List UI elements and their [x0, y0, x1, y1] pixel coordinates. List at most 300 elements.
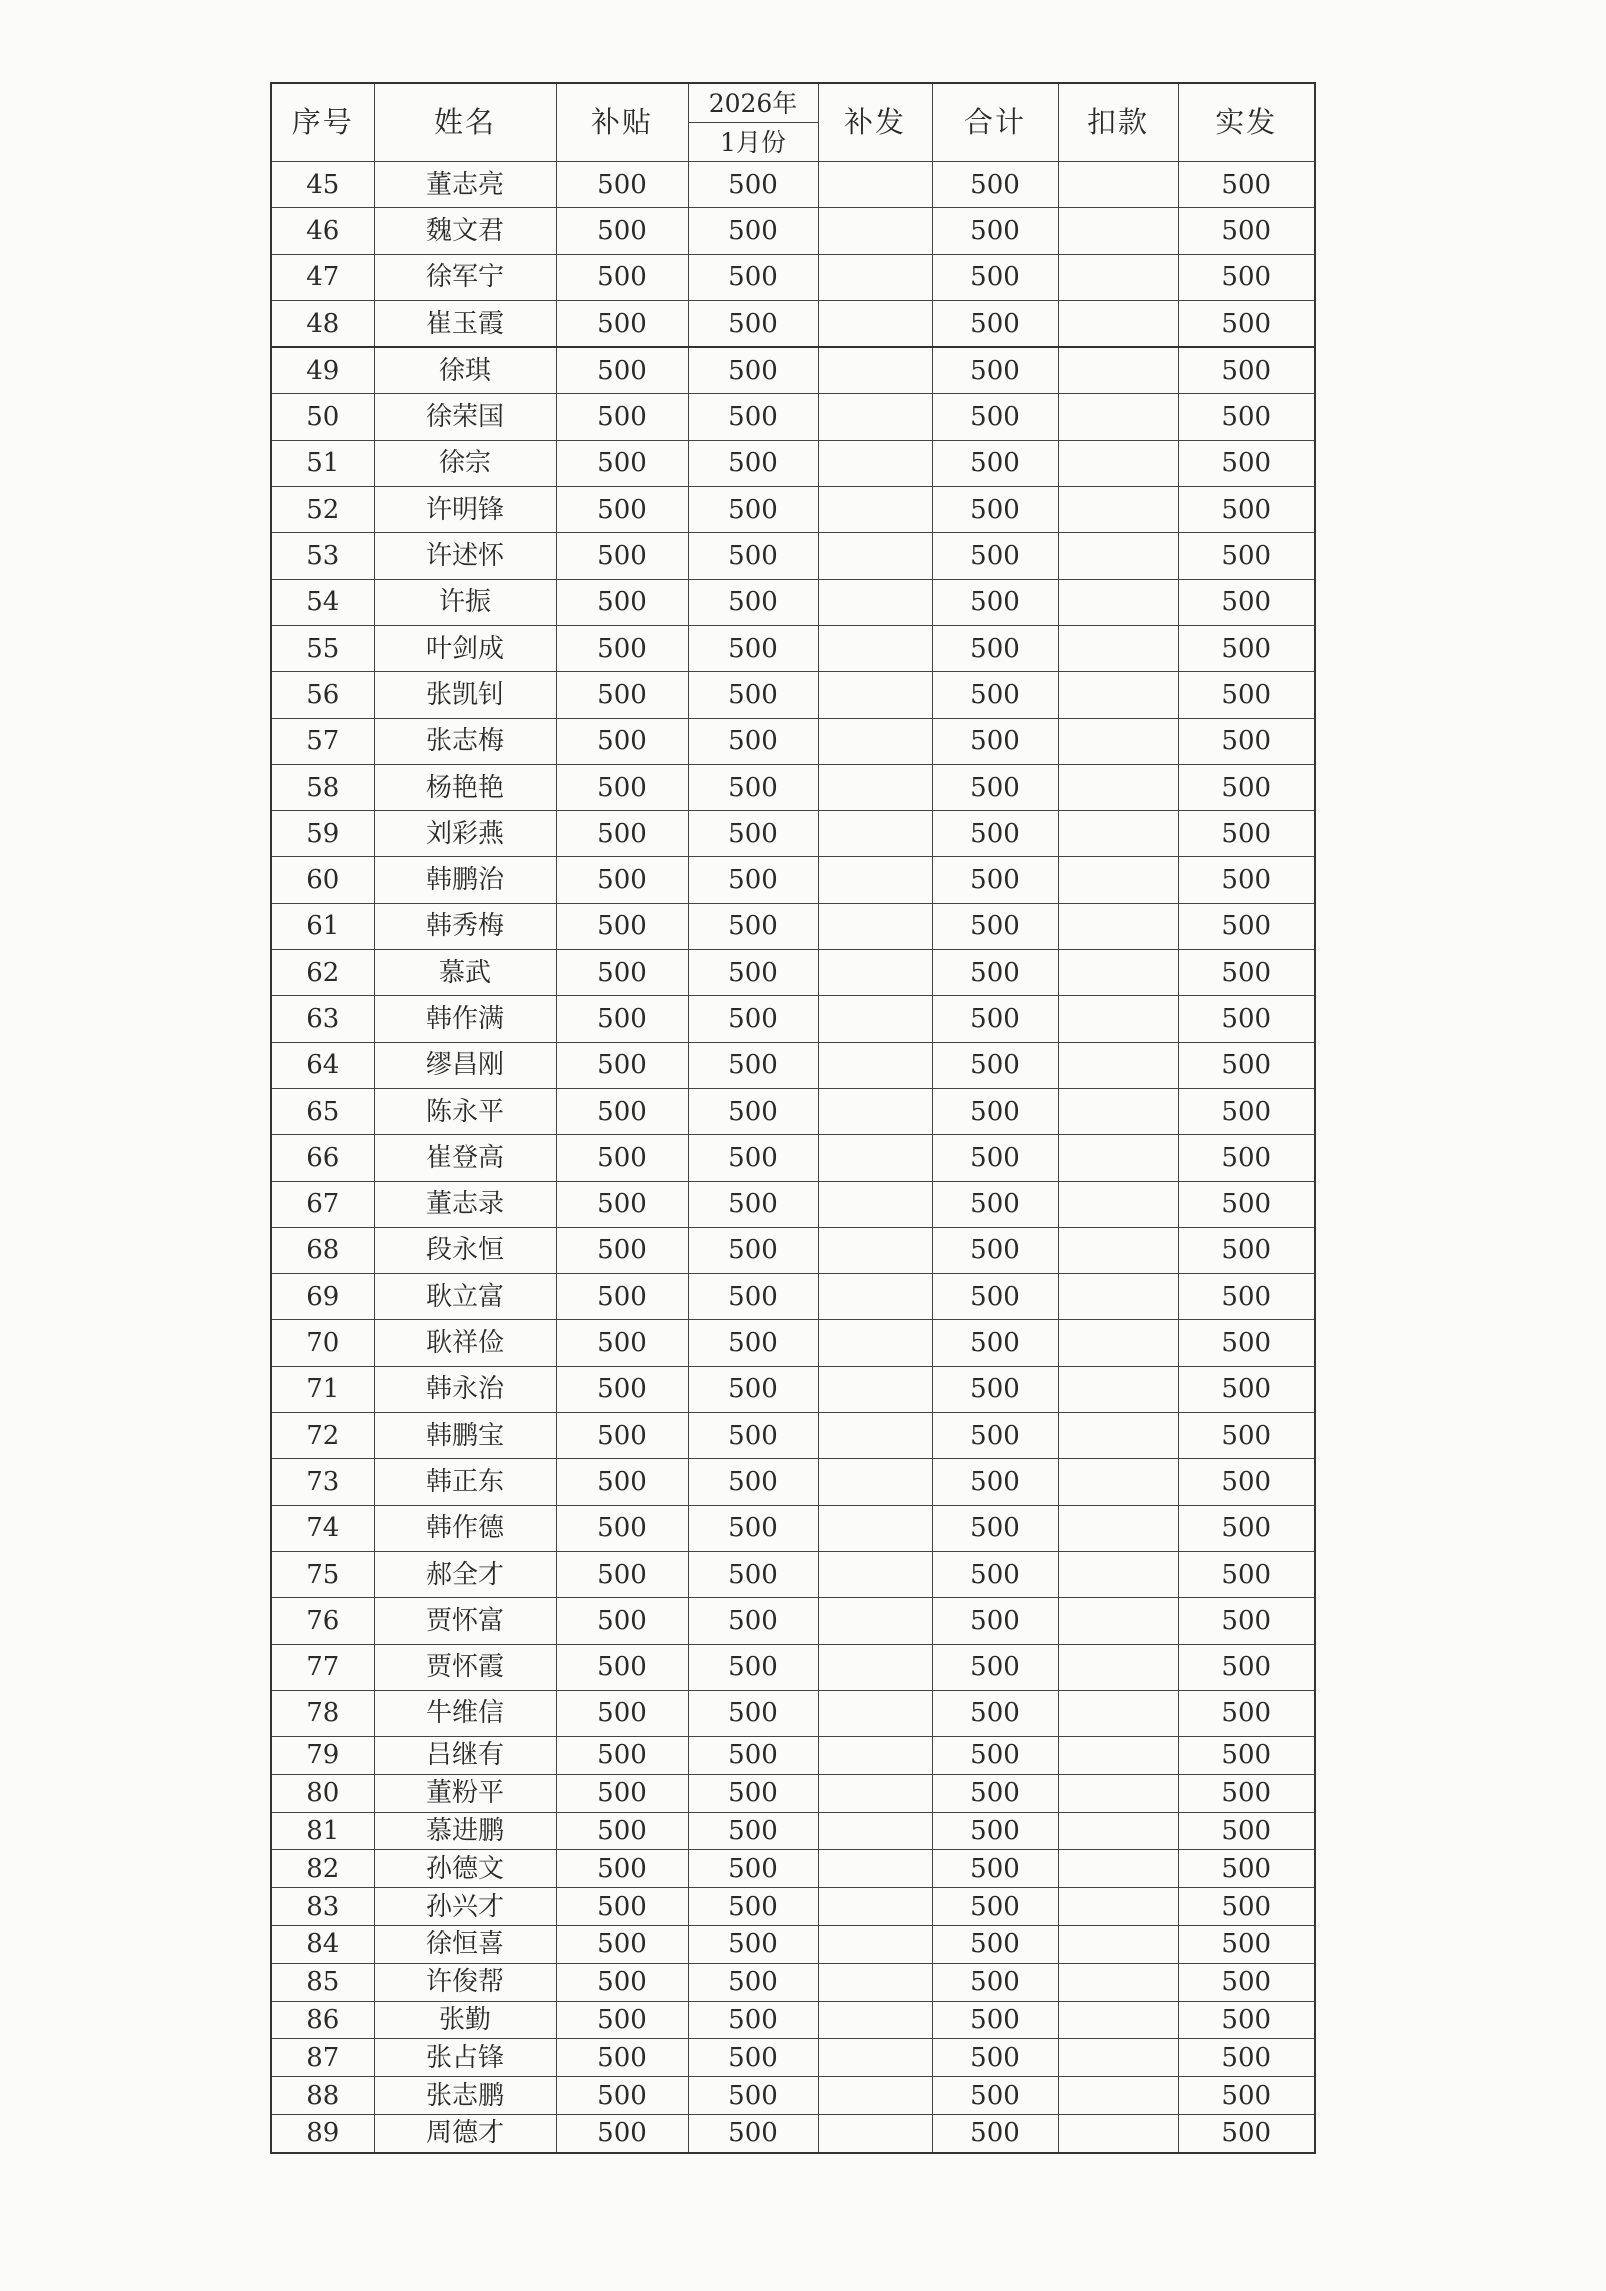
- deduction-cell: [1058, 903, 1178, 949]
- table-row: [271, 2001, 1315, 2039]
- deduction-cell: [1058, 208, 1178, 254]
- net-pay-cell: 500: [1178, 1366, 1315, 1412]
- month-cell: 500: [688, 533, 818, 579]
- name-cell: 韩作德: [374, 1505, 556, 1551]
- total-cell: 500: [932, 718, 1058, 764]
- back-pay-cell: [818, 1135, 932, 1181]
- seq-cell: 81: [271, 1812, 374, 1850]
- deduction-cell: [1058, 2001, 1178, 2039]
- total-cell: 500: [932, 857, 1058, 903]
- month-cell: 500: [688, 1320, 818, 1366]
- table-row: [271, 1135, 1315, 1181]
- subsidy-cell: 500: [556, 1505, 688, 1551]
- deduction-cell: [1058, 1963, 1178, 2001]
- table-row: [271, 208, 1315, 254]
- name-cell: 张勤: [374, 2001, 556, 2039]
- month-cell: 500: [688, 1598, 818, 1644]
- total-cell: 500: [932, 1366, 1058, 1412]
- back-pay-cell: [818, 2115, 932, 2153]
- total-cell: 500: [932, 2077, 1058, 2115]
- month-cell: 500: [688, 1366, 818, 1412]
- deduction-cell: [1058, 764, 1178, 810]
- total-cell: 500: [932, 950, 1058, 996]
- month-cell: 500: [688, 2115, 818, 2153]
- month-cell: 500: [688, 208, 818, 254]
- net-pay-cell: 500: [1178, 579, 1315, 625]
- table-row: [271, 254, 1315, 300]
- name-cell: 许明锋: [374, 487, 556, 533]
- deduction-cell: [1058, 1088, 1178, 1134]
- deduction-cell: [1058, 1413, 1178, 1459]
- seq-cell: 62: [271, 950, 374, 996]
- net-pay-cell: 500: [1178, 2115, 1315, 2153]
- seq-cell: 72: [271, 1413, 374, 1459]
- back-pay-cell: [818, 2077, 932, 2115]
- deduction-cell: [1058, 1850, 1178, 1888]
- back-pay-cell: [818, 487, 932, 533]
- back-pay-cell: [818, 1181, 932, 1227]
- total-cell: 500: [932, 1181, 1058, 1227]
- subsidy-cell: 500: [556, 254, 688, 300]
- table-row: [271, 1320, 1315, 1366]
- month-cell: 500: [688, 1274, 818, 1320]
- deduction-cell: [1058, 950, 1178, 996]
- back-pay-cell: [818, 625, 932, 671]
- total-cell: 500: [932, 1690, 1058, 1736]
- name-cell: 陈永平: [374, 1088, 556, 1134]
- subsidy-cell: 500: [556, 2077, 688, 2115]
- seq-cell: 63: [271, 996, 374, 1042]
- deduction-cell: [1058, 1812, 1178, 1850]
- month-cell: 500: [688, 950, 818, 996]
- total-cell: 500: [932, 300, 1058, 347]
- seq-cell: 86: [271, 2001, 374, 2039]
- deduction-cell: [1058, 1644, 1178, 1690]
- table-row: [271, 811, 1315, 857]
- seq-cell: 82: [271, 1850, 374, 1888]
- name-cell: 叶剑成: [374, 625, 556, 671]
- table-row: [271, 625, 1315, 671]
- seq-cell: 67: [271, 1181, 374, 1227]
- back-pay-cell: [818, 208, 932, 254]
- back-pay-cell: [818, 1366, 932, 1412]
- month-cell: 500: [688, 996, 818, 1042]
- header-net-pay: 实发: [1178, 83, 1315, 162]
- subsidy-cell: 500: [556, 1274, 688, 1320]
- net-pay-cell: 500: [1178, 996, 1315, 1042]
- deduction-cell: [1058, 347, 1178, 394]
- name-cell: 杨艳艳: [374, 764, 556, 810]
- month-cell: 500: [688, 625, 818, 671]
- table-row: [271, 162, 1315, 208]
- seq-cell: 87: [271, 2039, 374, 2077]
- table-row: [271, 1274, 1315, 1320]
- seq-cell: 88: [271, 2077, 374, 2115]
- seq-cell: 73: [271, 1459, 374, 1505]
- back-pay-cell: [818, 1505, 932, 1551]
- seq-cell: 74: [271, 1505, 374, 1551]
- name-cell: 牛维信: [374, 1690, 556, 1736]
- month-cell: 500: [688, 162, 818, 208]
- total-cell: 500: [932, 1926, 1058, 1964]
- table-row: [271, 764, 1315, 810]
- net-pay-cell: 500: [1178, 1690, 1315, 1736]
- table-row: [271, 300, 1315, 347]
- subsidy-cell: 500: [556, 1888, 688, 1926]
- total-cell: 500: [932, 2039, 1058, 2077]
- seq-cell: 56: [271, 672, 374, 718]
- back-pay-cell: [818, 903, 932, 949]
- net-pay-cell: 500: [1178, 300, 1315, 347]
- name-cell: 孙兴才: [374, 1888, 556, 1926]
- seq-cell: 60: [271, 857, 374, 903]
- subsidy-cell: 500: [556, 1850, 688, 1888]
- subsidy-cell: 500: [556, 162, 688, 208]
- net-pay-cell: 500: [1178, 394, 1315, 440]
- subsidy-cell: 500: [556, 1413, 688, 1459]
- back-pay-cell: [818, 1690, 932, 1736]
- name-cell: 郝全才: [374, 1551, 556, 1597]
- subsidy-cell: 500: [556, 533, 688, 579]
- back-pay-cell: [818, 811, 932, 857]
- month-cell: 500: [688, 764, 818, 810]
- subsidy-cell: 500: [556, 996, 688, 1042]
- name-cell: 徐军宁: [374, 254, 556, 300]
- subsidy-cell: 500: [556, 300, 688, 347]
- subsidy-cell: 500: [556, 579, 688, 625]
- total-cell: 500: [932, 579, 1058, 625]
- subsidy-cell: 500: [556, 1181, 688, 1227]
- table-row: [271, 903, 1315, 949]
- name-cell: 韩作满: [374, 996, 556, 1042]
- net-pay-cell: 500: [1178, 1042, 1315, 1088]
- deduction-cell: [1058, 1227, 1178, 1273]
- seq-cell: 64: [271, 1042, 374, 1088]
- back-pay-cell: [818, 2039, 932, 2077]
- back-pay-cell: [818, 1774, 932, 1812]
- month-cell: 500: [688, 1413, 818, 1459]
- total-cell: 500: [932, 487, 1058, 533]
- deduction-cell: [1058, 1274, 1178, 1320]
- month-cell: 500: [688, 1551, 818, 1597]
- seq-cell: 80: [271, 1774, 374, 1812]
- back-pay-cell: [818, 1888, 932, 1926]
- table-row: [271, 1181, 1315, 1227]
- deduction-cell: [1058, 1181, 1178, 1227]
- name-cell: 韩鹏治: [374, 857, 556, 903]
- seq-cell: 66: [271, 1135, 374, 1181]
- seq-cell: 84: [271, 1926, 374, 1964]
- deduction-cell: [1058, 300, 1178, 347]
- total-cell: 500: [932, 1963, 1058, 2001]
- deduction-cell: [1058, 1690, 1178, 1736]
- name-cell: 徐荣国: [374, 394, 556, 440]
- back-pay-cell: [818, 1413, 932, 1459]
- table-row: [271, 1963, 1315, 2001]
- month-cell: 500: [688, 1505, 818, 1551]
- total-cell: 500: [932, 1459, 1058, 1505]
- back-pay-cell: [818, 672, 932, 718]
- month-cell: 500: [688, 254, 818, 300]
- total-cell: 500: [932, 208, 1058, 254]
- name-cell: 董志录: [374, 1181, 556, 1227]
- net-pay-cell: 500: [1178, 254, 1315, 300]
- subsidy-cell: 500: [556, 950, 688, 996]
- header-name: 姓名: [374, 83, 556, 162]
- name-cell: 张占锋: [374, 2039, 556, 2077]
- month-cell: 500: [688, 811, 818, 857]
- net-pay-cell: 500: [1178, 1551, 1315, 1597]
- net-pay-cell: 500: [1178, 625, 1315, 671]
- subsidy-cell: 500: [556, 440, 688, 486]
- month-cell: 500: [688, 1135, 818, 1181]
- subsidy-cell: 500: [556, 2115, 688, 2153]
- seq-cell: 69: [271, 1274, 374, 1320]
- subsidy-cell: 500: [556, 1135, 688, 1181]
- header-row: [271, 83, 1315, 123]
- net-pay-cell: 500: [1178, 1459, 1315, 1505]
- name-cell: 张志鹏: [374, 2077, 556, 2115]
- back-pay-cell: [818, 1227, 932, 1273]
- net-pay-cell: 500: [1178, 440, 1315, 486]
- table-row: [271, 1690, 1315, 1736]
- deduction-cell: [1058, 254, 1178, 300]
- back-pay-cell: [818, 1737, 932, 1775]
- deduction-cell: [1058, 487, 1178, 533]
- table-row: [271, 1366, 1315, 1412]
- name-cell: 慕进鹏: [374, 1812, 556, 1850]
- back-pay-cell: [818, 1963, 932, 2001]
- month-cell: 500: [688, 1926, 818, 1964]
- deduction-cell: [1058, 1366, 1178, 1412]
- table-row: [271, 996, 1315, 1042]
- total-cell: 500: [932, 2001, 1058, 2039]
- net-pay-cell: 500: [1178, 1274, 1315, 1320]
- month-cell: 500: [688, 1774, 818, 1812]
- net-pay-cell: 500: [1178, 1850, 1315, 1888]
- deduction-cell: [1058, 394, 1178, 440]
- back-pay-cell: [818, 996, 932, 1042]
- name-cell: 魏文君: [374, 208, 556, 254]
- month-cell: 500: [688, 857, 818, 903]
- net-pay-cell: 500: [1178, 1812, 1315, 1850]
- month-cell: 500: [688, 1088, 818, 1134]
- month-cell: 500: [688, 1459, 818, 1505]
- header-back-pay: 补发: [818, 83, 932, 162]
- name-cell: 段永恒: [374, 1227, 556, 1273]
- total-cell: 500: [932, 254, 1058, 300]
- name-cell: 刘彩燕: [374, 811, 556, 857]
- net-pay-cell: 500: [1178, 1181, 1315, 1227]
- subsidy-cell: 500: [556, 1774, 688, 1812]
- deduction-cell: [1058, 1042, 1178, 1088]
- table-row: [271, 1888, 1315, 1926]
- table-row: [271, 347, 1315, 394]
- table-row: [271, 1774, 1315, 1812]
- table-row: [271, 857, 1315, 903]
- net-pay-cell: 500: [1178, 533, 1315, 579]
- deduction-cell: [1058, 672, 1178, 718]
- net-pay-cell: 500: [1178, 1088, 1315, 1134]
- deduction-cell: [1058, 1888, 1178, 1926]
- month-cell: 500: [688, 2001, 818, 2039]
- total-cell: 500: [932, 1850, 1058, 1888]
- net-pay-cell: 500: [1178, 162, 1315, 208]
- back-pay-cell: [818, 394, 932, 440]
- table-row: [271, 440, 1315, 486]
- total-cell: 500: [932, 440, 1058, 486]
- table-row: [271, 1850, 1315, 1888]
- net-pay-cell: 500: [1178, 811, 1315, 857]
- month-cell: 500: [688, 718, 818, 764]
- subsidy-cell: 500: [556, 811, 688, 857]
- table-row: [271, 1812, 1315, 1850]
- seq-cell: 76: [271, 1598, 374, 1644]
- total-cell: 500: [932, 1320, 1058, 1366]
- table-header: [271, 83, 1315, 162]
- seq-cell: 49: [271, 347, 374, 394]
- deduction-cell: [1058, 1505, 1178, 1551]
- subsidy-cell: 500: [556, 1812, 688, 1850]
- month-cell: 500: [688, 347, 818, 394]
- net-pay-cell: 500: [1178, 903, 1315, 949]
- seq-cell: 53: [271, 533, 374, 579]
- seq-cell: 46: [271, 208, 374, 254]
- total-cell: 500: [932, 1135, 1058, 1181]
- name-cell: 缪昌刚: [374, 1042, 556, 1088]
- net-pay-cell: 500: [1178, 672, 1315, 718]
- net-pay-cell: 500: [1178, 857, 1315, 903]
- total-cell: 500: [932, 1274, 1058, 1320]
- seq-cell: 57: [271, 718, 374, 764]
- month-cell: 500: [688, 1181, 818, 1227]
- table-row: [271, 672, 1315, 718]
- table-row: [271, 1644, 1315, 1690]
- seq-cell: 75: [271, 1551, 374, 1597]
- month-cell: 500: [688, 1227, 818, 1273]
- name-cell: 董志亮: [374, 162, 556, 208]
- net-pay-cell: 500: [1178, 1413, 1315, 1459]
- name-cell: 韩秀梅: [374, 903, 556, 949]
- seq-cell: 83: [271, 1888, 374, 1926]
- name-cell: 吕继有: [374, 1737, 556, 1775]
- net-pay-cell: 500: [1178, 950, 1315, 996]
- deduction-cell: [1058, 579, 1178, 625]
- back-pay-cell: [818, 1644, 932, 1690]
- back-pay-cell: [818, 300, 932, 347]
- name-cell: 耿立富: [374, 1274, 556, 1320]
- deduction-cell: [1058, 1551, 1178, 1597]
- subsidy-cell: 500: [556, 1963, 688, 2001]
- total-cell: 500: [932, 1737, 1058, 1775]
- net-pay-cell: 500: [1178, 487, 1315, 533]
- name-cell: 张凯钊: [374, 672, 556, 718]
- deduction-cell: [1058, 625, 1178, 671]
- deduction-cell: [1058, 811, 1178, 857]
- table-row: [271, 1459, 1315, 1505]
- deduction-cell: [1058, 162, 1178, 208]
- table-row: [271, 1926, 1315, 1964]
- total-cell: 500: [932, 764, 1058, 810]
- net-pay-cell: 500: [1178, 2039, 1315, 2077]
- name-cell: 许振: [374, 579, 556, 625]
- back-pay-cell: [818, 2001, 932, 2039]
- seq-cell: 59: [271, 811, 374, 857]
- net-pay-cell: 500: [1178, 718, 1315, 764]
- table-row: [271, 1413, 1315, 1459]
- subsidy-cell: 500: [556, 2039, 688, 2077]
- month-cell: 500: [688, 1850, 818, 1888]
- seq-cell: 71: [271, 1366, 374, 1412]
- total-cell: 500: [932, 1227, 1058, 1273]
- total-cell: 500: [932, 347, 1058, 394]
- month-cell: 500: [688, 579, 818, 625]
- net-pay-cell: 500: [1178, 2001, 1315, 2039]
- seq-cell: 48: [271, 300, 374, 347]
- deduction-cell: [1058, 1774, 1178, 1812]
- name-cell: 许俊帮: [374, 1963, 556, 2001]
- total-cell: 500: [932, 1774, 1058, 1812]
- header-total: 合计: [932, 83, 1058, 162]
- back-pay-cell: [818, 1459, 932, 1505]
- month-cell: 500: [688, 300, 818, 347]
- seq-cell: 77: [271, 1644, 374, 1690]
- back-pay-cell: [818, 1088, 932, 1134]
- header-seq: 序号: [271, 83, 374, 162]
- deduction-cell: [1058, 2039, 1178, 2077]
- name-cell: 韩正东: [374, 1459, 556, 1505]
- back-pay-cell: [818, 718, 932, 764]
- subsidy-cell: 500: [556, 208, 688, 254]
- deduction-cell: [1058, 2115, 1178, 2153]
- deduction-cell: [1058, 718, 1178, 764]
- name-cell: 董粉平: [374, 1774, 556, 1812]
- back-pay-cell: [818, 1320, 932, 1366]
- subsidy-payment-table: [270, 82, 1316, 2154]
- name-cell: 徐恒喜: [374, 1926, 556, 1964]
- subsidy-cell: 500: [556, 394, 688, 440]
- total-cell: 500: [932, 903, 1058, 949]
- subsidy-cell: 500: [556, 1690, 688, 1736]
- name-cell: 慕武: [374, 950, 556, 996]
- total-cell: 500: [932, 996, 1058, 1042]
- name-cell: 周德才: [374, 2115, 556, 2153]
- month-cell: 500: [688, 440, 818, 486]
- name-cell: 韩永治: [374, 1366, 556, 1412]
- table-row: [271, 2039, 1315, 2077]
- net-pay-cell: 500: [1178, 347, 1315, 394]
- net-pay-cell: 500: [1178, 1598, 1315, 1644]
- seq-cell: 68: [271, 1227, 374, 1273]
- total-cell: 500: [932, 162, 1058, 208]
- total-cell: 500: [932, 1812, 1058, 1850]
- back-pay-cell: [818, 440, 932, 486]
- name-cell: 韩鹏宝: [374, 1413, 556, 1459]
- subsidy-cell: 500: [556, 625, 688, 671]
- deduction-cell: [1058, 533, 1178, 579]
- total-cell: 500: [932, 1888, 1058, 1926]
- deduction-cell: [1058, 857, 1178, 903]
- subsidy-cell: 500: [556, 487, 688, 533]
- back-pay-cell: [818, 1812, 932, 1850]
- subsidy-cell: 500: [556, 1042, 688, 1088]
- seq-cell: 58: [271, 764, 374, 810]
- seq-cell: 78: [271, 1690, 374, 1736]
- name-cell: 崔玉霞: [374, 300, 556, 347]
- total-cell: 500: [932, 625, 1058, 671]
- name-cell: 耿祥俭: [374, 1320, 556, 1366]
- back-pay-cell: [818, 1042, 932, 1088]
